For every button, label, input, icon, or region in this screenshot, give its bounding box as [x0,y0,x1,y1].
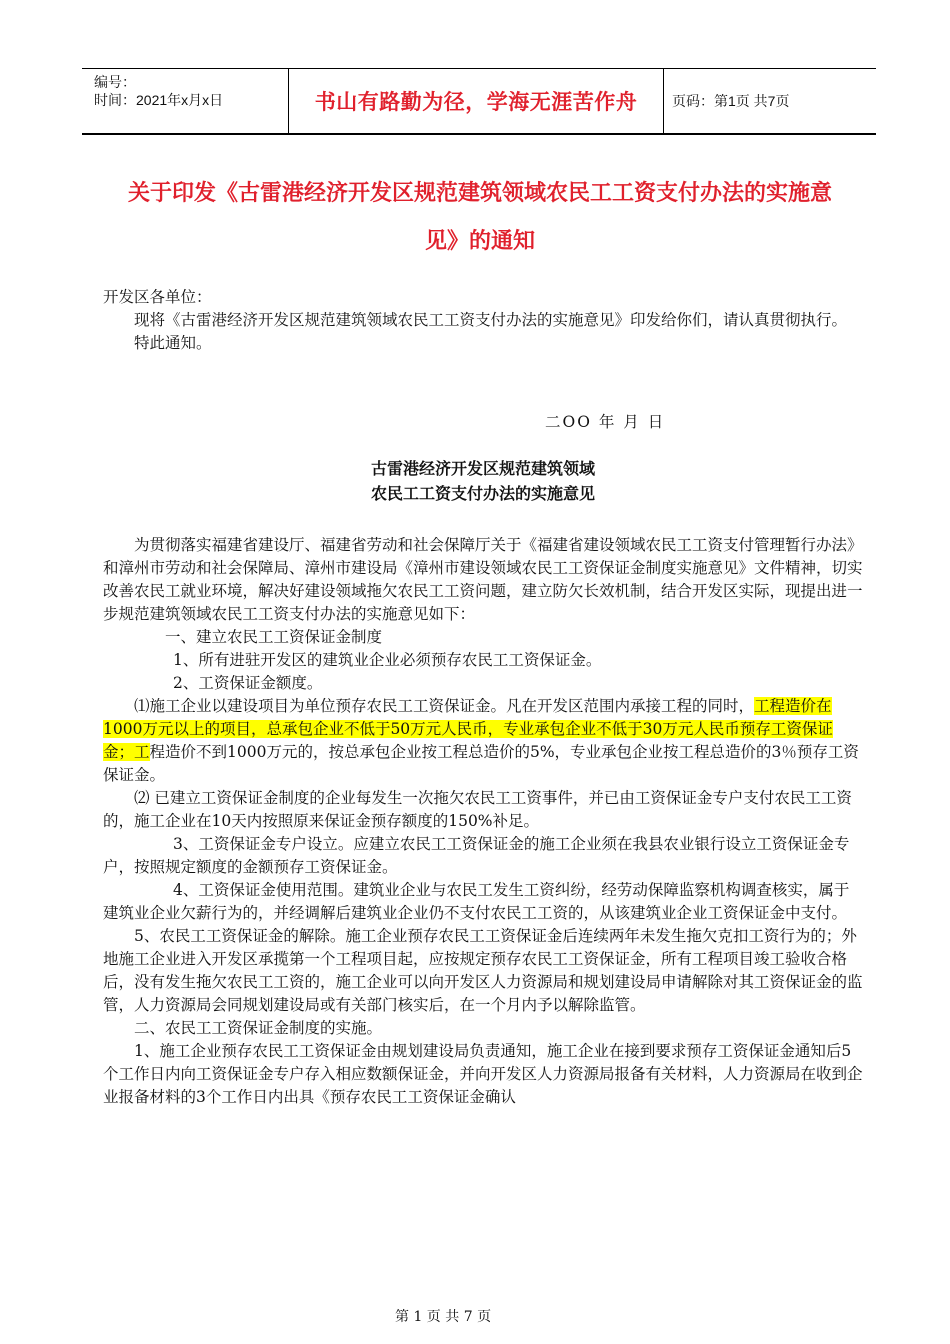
intro-paragraph: 为贯彻落实福建省建设厅、福建省劳动和社会保障厅关于《福建省建设领域农民工工资支付管理暂行办法》和漳州市劳动和社会保障局、漳州市建设局《漳州市建设领域农民工工资保证金制度实施意见》文件精神，切实改善农民工就业环境，解决好建设领域拖欠农民工工资问题，建立防欠长效机制，结合开发区实际，现提出进一步规范建筑领域农民工工资支付办法的实施意见如下： [103,536,863,623]
notice-closing: 特此通知。 [134,334,212,352]
title-line-2: 见》的通知 [424,229,535,254]
document-title [90,170,870,266]
title-line-1: 关于印发《古雷港经济开发区规范建筑领域农民工工资支付办法的实施意 [127,181,832,206]
item-1-2-a [103,695,863,787]
highlighted-amounts: 工程造价在1000万元以上的项目，总承包企业不低于50万元人民币，专业承包企业不低于30万元人民币预存工资保证金；工 [103,697,833,761]
salutation: 开发区各单位： [103,288,212,306]
item-1-4: 4、工资保证金使用范围。建筑业企业与农民工发生工资纠纷，经劳动保障监察机构调查核实，属于建筑业企业欠薪行为的，并经调解后建筑业企业仍不支付农民工工资的，从该建筑业企业工资保证金中支付。 [103,881,850,922]
notice-body: 现将《古雷港经济开发区规范建筑领域农民工工资支付办法的实施意见》印发给你们，请认真贯彻执行。 [134,311,848,329]
header-page-label: 页码：第1页 共7页 [672,93,790,109]
opinion-body [103,534,863,1109]
notice-block [103,286,863,355]
header-left-cell [82,69,289,133]
section-1-heading: 一、建立农民工工资保证金制度 [165,628,383,646]
section-2-heading: 二、农民工工资保证金制度的实施。 [134,1019,383,1037]
document-header [82,68,876,135]
item-2-1: 1、施工企业预存农民工工资保证金由规划建设局负责通知，施工企业在接到要求预存工资保证金通知后5个工作日内向工资保证金专户存入相应数额保证金，并向开发区人力资源局报备有关材料，人力资源局在收到企业报备材料的3个工作日内出具《预存农民工工资保证金确认 [103,1042,863,1106]
opinion-title [103,456,863,506]
item-1-2-b: ⑵ 已建立工资保证金制度的企业每发生一次拖欠农民工工资事件，并已由工资保证金专户支付农民工工资的，施工企业在10天内按照原来保证金预存额度的150%补足。 [103,789,852,830]
opinion-title-line-1: 古雷港经济开发区规范建筑领域 [370,459,595,478]
number-label: 编号： [94,74,136,90]
item-1-5: 5、农民工工资保证金的解除。施工企业预存农民工工资保证金后连续两年未发生拖欠克扣工资行为的；外地施工企业进入开发区承揽第一个工程项目起，应按规定预存农民工工资保证金，所有工程项目竣工验收合格后，没有发生拖欠农民工工资的，施工企业可以向开发区人力资源局和规划建设局申请解除对其工资保证金的监管，人力资源局会同规划建设局或有关部门核实后，在一个月内予以解除监管。 [103,927,863,1014]
item-1-1: 1、所有进驻开发区的建筑业企业必须预存农民工工资保证金。 [173,651,602,669]
opinion-title-line-2: 农民工工资支付办法的实施意见 [370,484,595,503]
notice-date: 二ОО 年 月 日 [545,413,666,431]
page-footer: 第 1 页 共 7 页 [395,1309,492,1325]
item-1-3: 3、工资保证金专户设立。应建立农民工工资保证金的施工企业须在我县农业银行设立工资保证金专户，按照规定额度的金额预存工资保证金。 [103,835,850,876]
header-motto: 书山有路勤为径，学海无涯苦作舟 [289,69,664,133]
item-1-2-a-post: 程造价不到1000万元的，按总承包企业按工程总造价的5%，专业承包企业按工程总造价的3％预存工资保证金。 [103,743,859,784]
item-1-2: 2、工资保证金额度。 [173,674,323,692]
item-1-2-a-pre: ⑴施工企业以建设项目为单位预存农民工工资保证金。凡在开发区范围内承接工程的同时， [134,697,755,715]
time-label: 时间：2021年x月x日 [94,92,224,108]
